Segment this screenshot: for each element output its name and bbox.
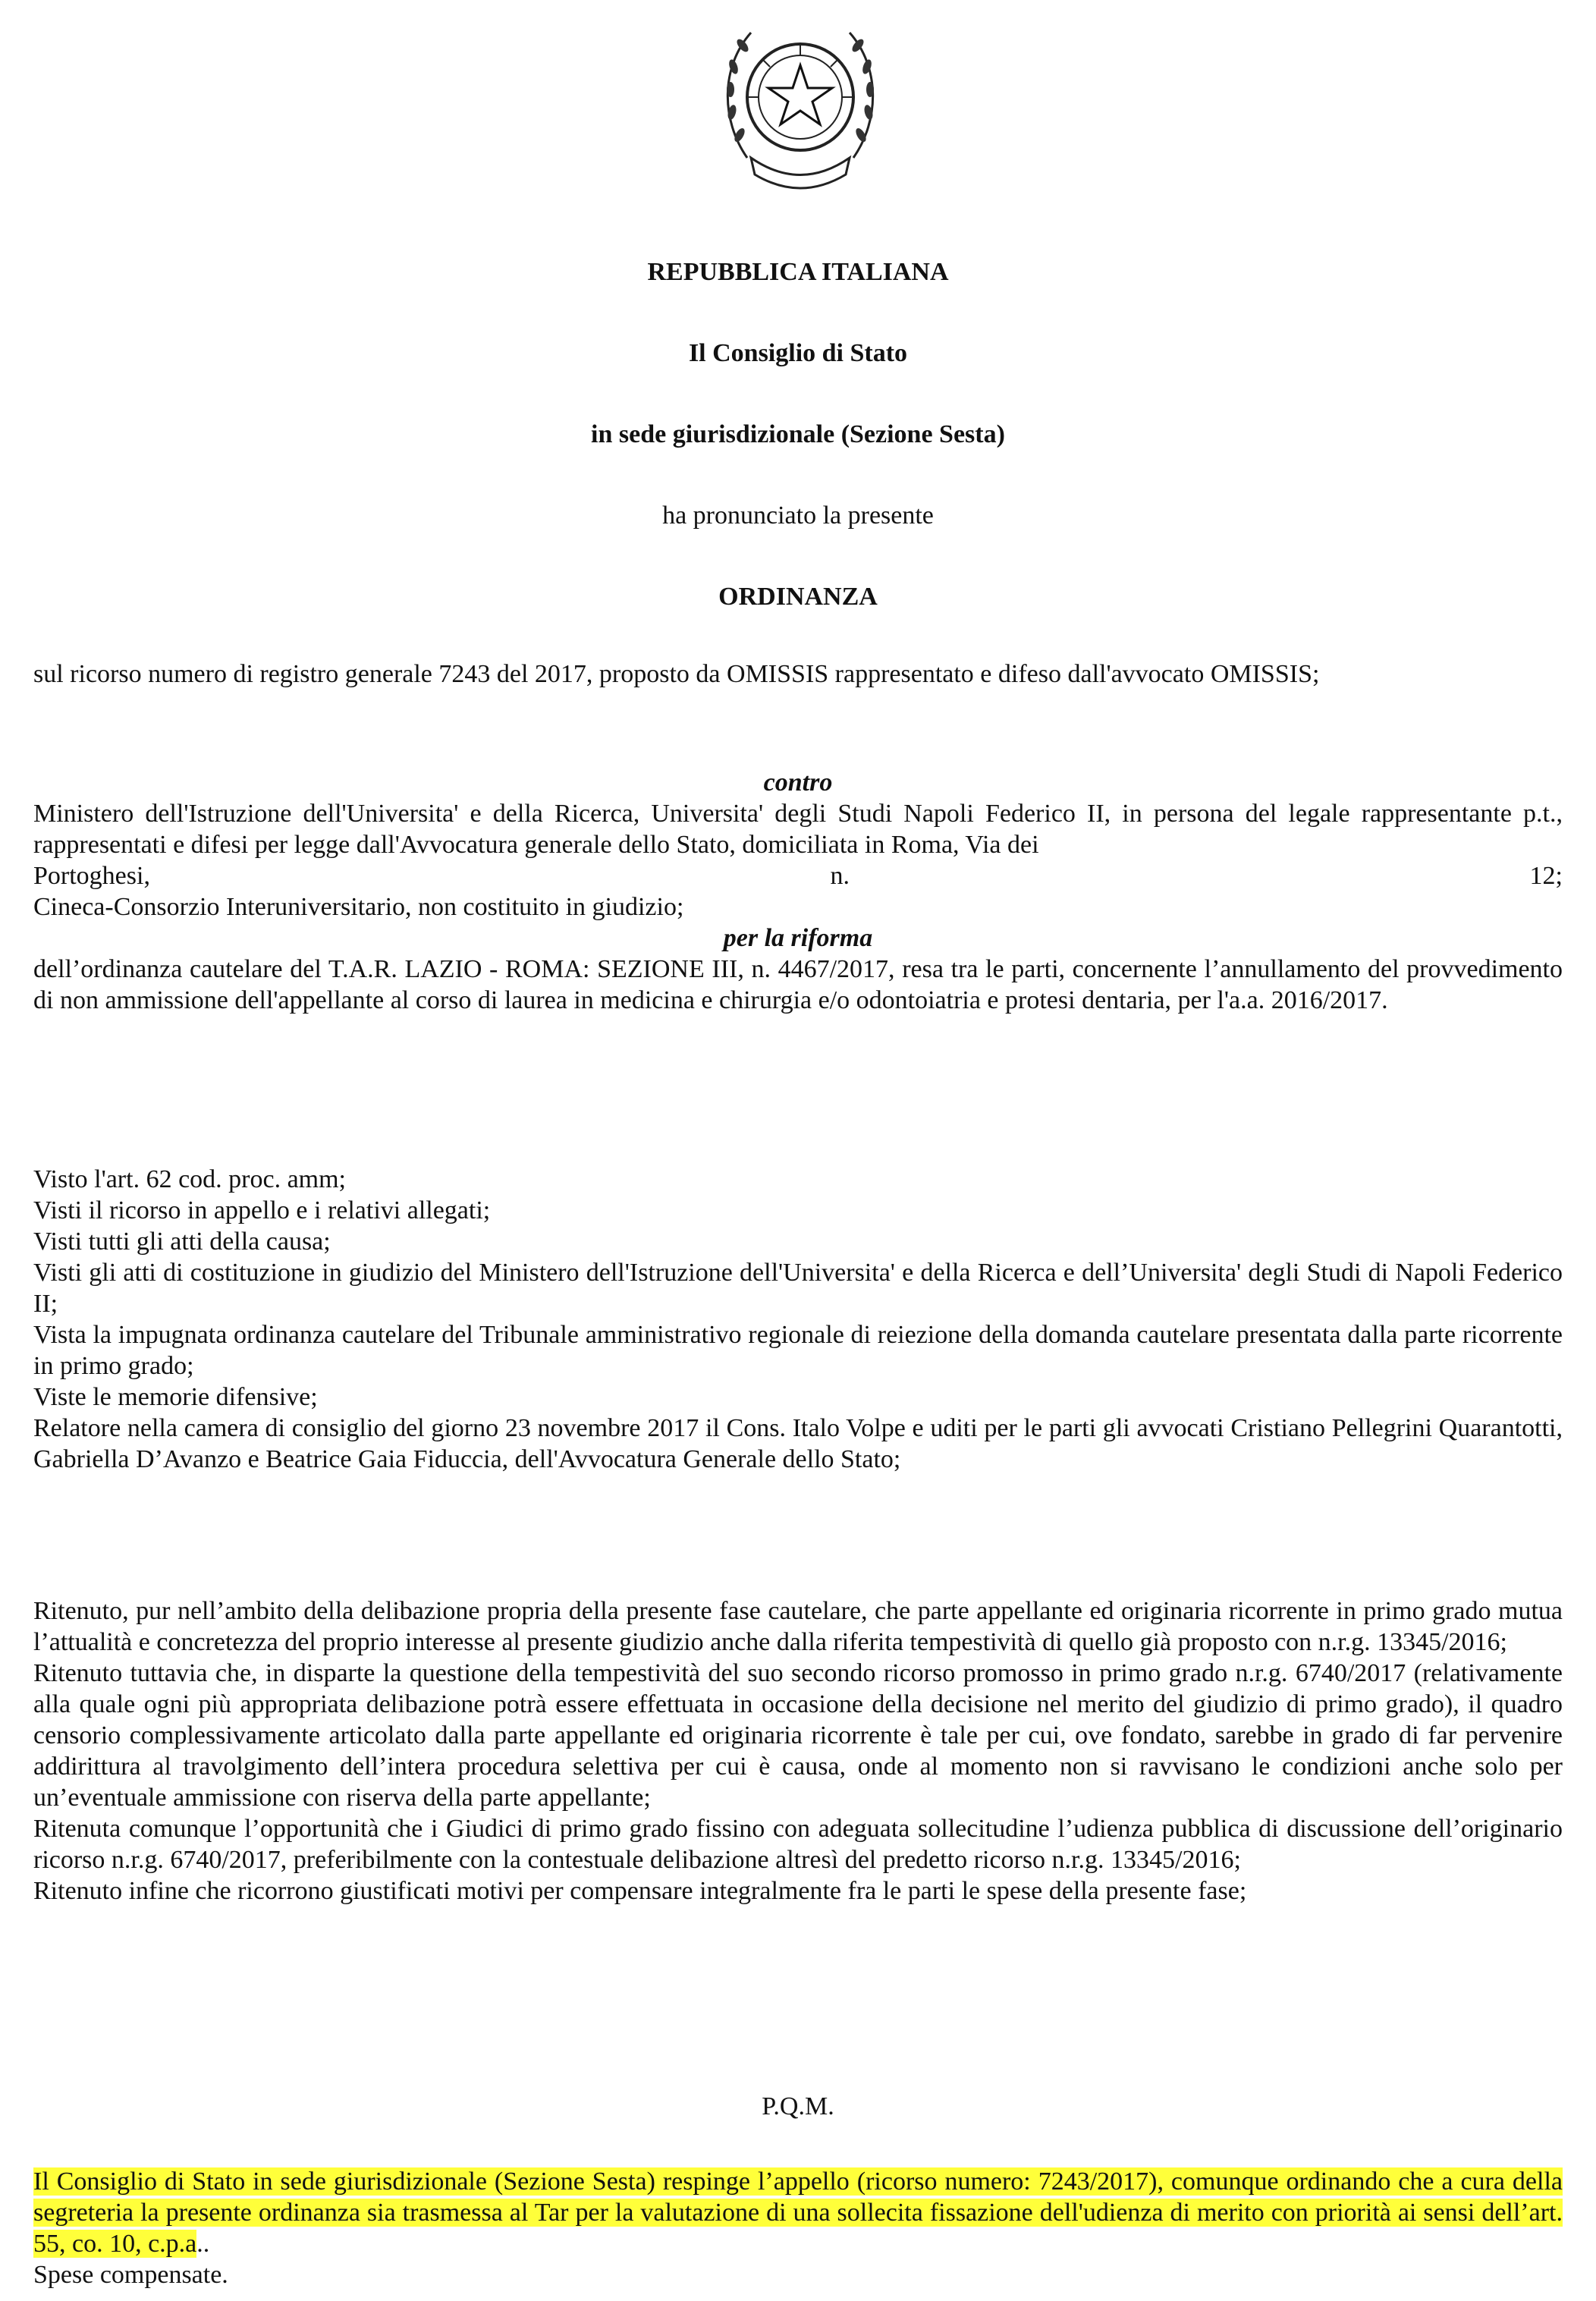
contro-parties-text: Ministero dell'Istruzione dell'Universita' e della Ricerca, Universita' degli Studi Napoli Federico II, in persona del legale rappresentante p.t., rappresentati e difesi per legge dall'Avvocatura generale dello Stato, domiciliata in Roma, Via dei (33, 800, 1563, 859)
decision-tail: .. (196, 2230, 210, 2258)
costs-text: Spese compensate. (33, 2261, 228, 2289)
ritenuto-item: Ritenuto, pur nell’ambito della delibazione propria della presente fase cautelare, che parte appellante ed originaria ricorrente in primo grado mutua l’attualità e concretezza del proprio interesse al presente giudizio anche dalla riferita tempestività di quello già proposto con n.r.g. 13345/2016; (33, 1597, 1563, 1656)
ritenuto-item: Ritenuta comunque l’opportunità che i Giudici di primo grado fissino con adeguata sollecitudine l’udienza pubblica di discussione dell’originario ricorso n.r.g. 6740/2017, preferibilmente con la contestuale delibazione altresì del predetto ricorso n.r.g. 13345/2016; (33, 1815, 1563, 1874)
intro-paragraph (33, 659, 1563, 690)
contro-cineca-text: Cineca-Consorzio Interuniversitario, non costituito in giudizio; (33, 893, 684, 921)
visti-item: Viste le memorie difensive; (33, 1383, 318, 1411)
contro-heading: contro (763, 769, 833, 797)
ritenuto-section (33, 1595, 1563, 1906)
address-number: 12; (1529, 862, 1563, 890)
pqm-heading: P.Q.M. (762, 2092, 834, 2120)
decision-highlighted-text: Il Consiglio di Stato in sede giurisdizionale (Sezione Sesta) respinge l’appello (ricorso numero: 7243/2017), comunque ordinando che a cura della segreteria la presente ordinanza sia trasmessa al Tar per la valutazione di una sollecita fissazione dell'udienza di merito con priorità ai sensi dell’art. 55, co. 10, c.p.a (33, 2167, 1563, 2258)
republic-heading: REPUBBLICA ITALIANA (647, 258, 949, 286)
visti-item: Visto l'art. 62 cod. proc. amm; (33, 1165, 347, 1193)
address-number-label: n. (830, 862, 850, 890)
contro-section (33, 767, 1563, 1016)
ritenuto-item: Ritenuto tuttavia che, in disparte la questione della tempestività del suo secondo ricorso promosso in primo grado n.r.g. 6740/2017 (relativamente alla quale ogni più appropriata delibazione potrà essere effettuata in occasione della decisione nel merito del giudizio di primo grado), il quadro censorio complessivamente articolato dalla parte appellante ed originaria ricorrente è tale per cui, ove fondato, sarebbe in grado di far pervenire addirittura al travolgimento dell’intera procedura selettiva per cui è causa, onde al momento non si ravvisano le condizioni anche solo per un’eventuale ammissione con riserva della parte appellante; (33, 1659, 1563, 1812)
contro-address-line (33, 860, 1563, 891)
intro-text: sul ricorso numero di registro generale 7243 del 2017, proposto da OMISSIS rappresentato e difeso dall'avvocato OMISSIS; (33, 660, 1320, 688)
court-section: in sede giurisdizionale (Sezione Sesta) (591, 420, 1005, 448)
decision-text (33, 2166, 1563, 2259)
visti-item: Visti tutti gli atti della causa; (33, 1228, 331, 1256)
visti-item: Visti gli atti di costituzione in giudizio del Ministero dell'Istruzione dell'Universita' e della Ricerca e dell’Universita' degli Studi di Napoli Federico II; (33, 1259, 1563, 1318)
decision-section (33, 2166, 1563, 2290)
visti-section (33, 1164, 1563, 1475)
pronounced-line: ha pronunciato la presente (662, 501, 934, 530)
address-street: Portoghesi, (33, 862, 150, 890)
visti-item: Visti il ricorso in appello e i relativi allegati; (33, 1196, 491, 1224)
court-name: Il Consiglio di Stato (688, 339, 908, 367)
ritenuto-item: Ritenuto infine che ricorrono giustificati motivi per compensare integralmente fra le parti le spese della presente fase; (33, 1877, 1247, 1905)
repubblica-italiana-emblem-icon (717, 6, 884, 196)
visti-item: Vista la impugnata ordinanza cautelare del Tribunale amministrativo regionale di reiezione della domanda cautelare presentata dalla parte ricorrente in primo grado; (33, 1321, 1563, 1380)
document-type-heading: ORDINANZA (718, 583, 878, 611)
riforma-heading: per la riforma (723, 924, 873, 952)
visti-item: Relatore nella camera di consiglio del giorno 23 novembre 2017 il Cons. Italo Volpe e uditi per le parti gli avvocati Cristiano Pellegrini Quarantotti, Gabriella D’Avanzo e Beatrice Gaia Fiduccia, dell'Avvocatura Generale dello Stato; (33, 1414, 1563, 1473)
riforma-text: dell’ordinanza cautelare del T.A.R. LAZIO - ROMA: SEZIONE III, n. 4467/2017, resa tra le parti, concernente l’annullamento del provvedimento di non ammissione dell'appellante al corso di laurea in medicina e chirurgia e/o odontoiatria e protesi dentaria, per l'a.a. 2016/2017. (33, 955, 1563, 1014)
